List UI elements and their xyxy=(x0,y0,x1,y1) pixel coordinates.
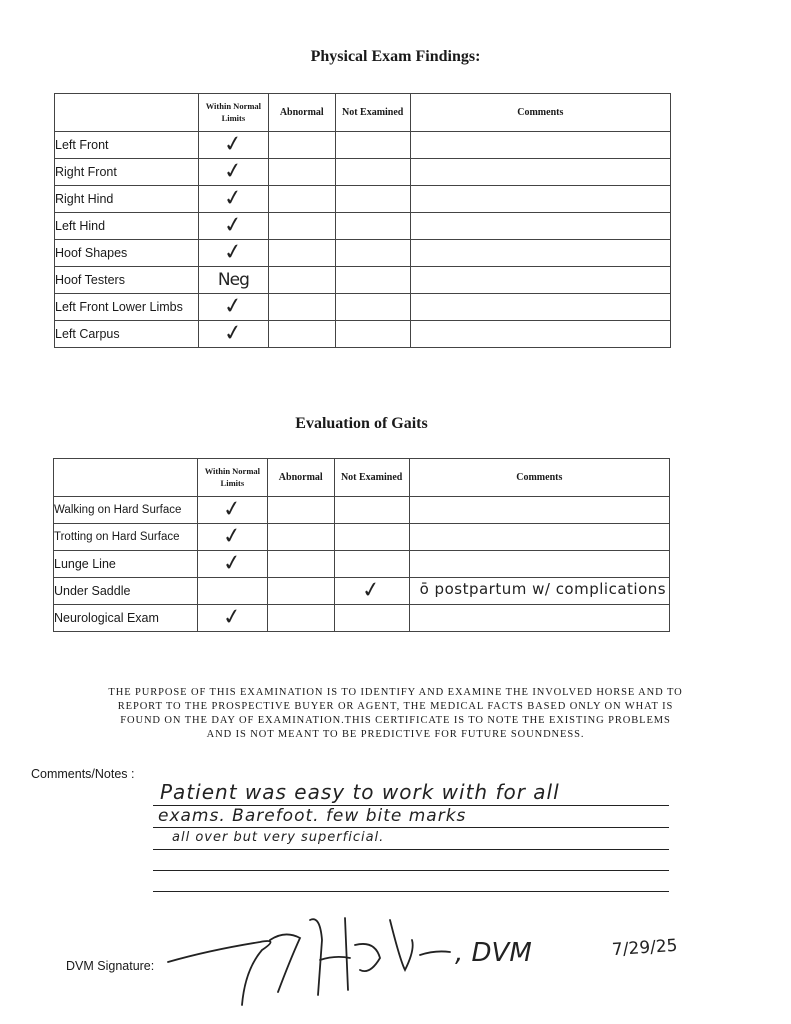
notes-label: Comments/Notes : xyxy=(31,767,135,781)
row-label: Right Hind xyxy=(55,186,199,213)
physical-exam-table xyxy=(54,93,671,348)
row-label: Neurological Exam xyxy=(54,605,198,632)
check-mark: ✓ xyxy=(222,157,245,186)
row-label: Hoof Shapes xyxy=(55,240,199,267)
note-rule xyxy=(153,870,669,871)
blank-header xyxy=(54,459,198,497)
check-mark: ✓ xyxy=(360,576,383,605)
under-saddle-comment: ō postpartum w/ complications xyxy=(419,580,667,598)
gaits-table xyxy=(53,458,670,632)
note-line-2: exams. Barefoot. few bite marks xyxy=(158,806,467,826)
row-label: Left Front xyxy=(55,132,199,159)
not-examined-header: Not Examined xyxy=(335,94,410,132)
row-label: Lunge Line xyxy=(54,551,198,578)
disclaimer-line: THE PURPOSE OF THIS EXAMINATION IS TO IDENTIFY AND EXAMINE THE INVOLVED HORSE AND TO xyxy=(108,687,683,698)
signature-label: DVM Signature: xyxy=(66,959,155,973)
comments-header: Comments xyxy=(409,459,669,497)
check-mark: ✓ xyxy=(221,522,244,551)
check-mark: ✓ xyxy=(221,603,244,632)
disclaimer-line: REPORT TO THE PROSPECTIVE BUYER OR AGENT, THE MEDICAL FACTS BASED ONLY ON WHAT IS xyxy=(117,701,674,712)
check-mark: ✓ xyxy=(222,238,245,267)
gaits-header-row xyxy=(54,459,670,497)
not-examined-header: Not Examined xyxy=(334,459,409,497)
signature-scribble xyxy=(150,900,460,1010)
note-rule xyxy=(153,827,669,828)
table-row xyxy=(55,267,671,294)
table-row xyxy=(54,497,670,524)
row-label: Trotting on Hard Surface xyxy=(54,524,198,551)
disclaimer-line: AND IS NOT MEANT TO BE PREDICTIVE FOR FUTURE SOUNDNESS. xyxy=(206,729,585,740)
note-rule xyxy=(153,891,669,892)
row-label: Left Hind xyxy=(55,213,199,240)
table-row xyxy=(54,551,670,578)
table-row xyxy=(54,605,670,632)
check-mark: ✓ xyxy=(221,549,244,578)
disclaimer-line: FOUND ON THE DAY OF EXAMINATION.THIS CERTIFICATE IS TO NOTE THE EXISTING PROBLEMS xyxy=(120,715,671,726)
note-line-1: Patient was easy to work with for all xyxy=(160,780,560,804)
blank-header xyxy=(55,94,199,132)
signature-suffix: , DVM xyxy=(455,938,532,968)
table-row xyxy=(55,159,671,186)
note-line-3: all over but very superficial. xyxy=(172,830,385,845)
abnormal-header: Abnormal xyxy=(268,94,335,132)
check-mark: ✓ xyxy=(222,184,245,213)
row-label: Left Carpus xyxy=(55,321,199,348)
table-row xyxy=(55,132,671,159)
check-mark: ✓ xyxy=(222,211,245,240)
check-mark: ✓ xyxy=(222,292,245,321)
physical-header-row xyxy=(55,94,671,132)
comments-header: Comments xyxy=(410,94,670,132)
note-rule xyxy=(153,849,669,850)
row-label: Right Front xyxy=(55,159,199,186)
row-label: Hoof Testers xyxy=(55,267,199,294)
row-label: Walking on Hard Surface xyxy=(54,497,198,524)
table-row xyxy=(55,294,671,321)
wnl-header: Within Normal Limits xyxy=(198,94,268,132)
table-row xyxy=(55,321,671,348)
neg-mark: Neg xyxy=(217,270,249,290)
table-row xyxy=(55,186,671,213)
physical-exam-title: Physical Exam Findings: xyxy=(310,48,481,65)
disclaimer xyxy=(40,686,751,742)
wnl-header: Within Normal Limits xyxy=(197,459,267,497)
abnormal-header: Abnormal xyxy=(267,459,334,497)
table-row xyxy=(55,240,671,267)
row-label: Left Front Lower Limbs xyxy=(55,294,199,321)
row-label: Under Saddle xyxy=(54,578,198,605)
signature-date: 7/29/25 xyxy=(611,935,679,961)
check-mark: ✓ xyxy=(222,130,245,159)
check-mark: ✓ xyxy=(222,319,245,348)
table-row xyxy=(55,213,671,240)
check-mark: ✓ xyxy=(221,495,244,524)
gaits-title: Evaluation of Gaits xyxy=(295,415,428,432)
table-row xyxy=(54,524,670,551)
table-row xyxy=(54,578,670,605)
